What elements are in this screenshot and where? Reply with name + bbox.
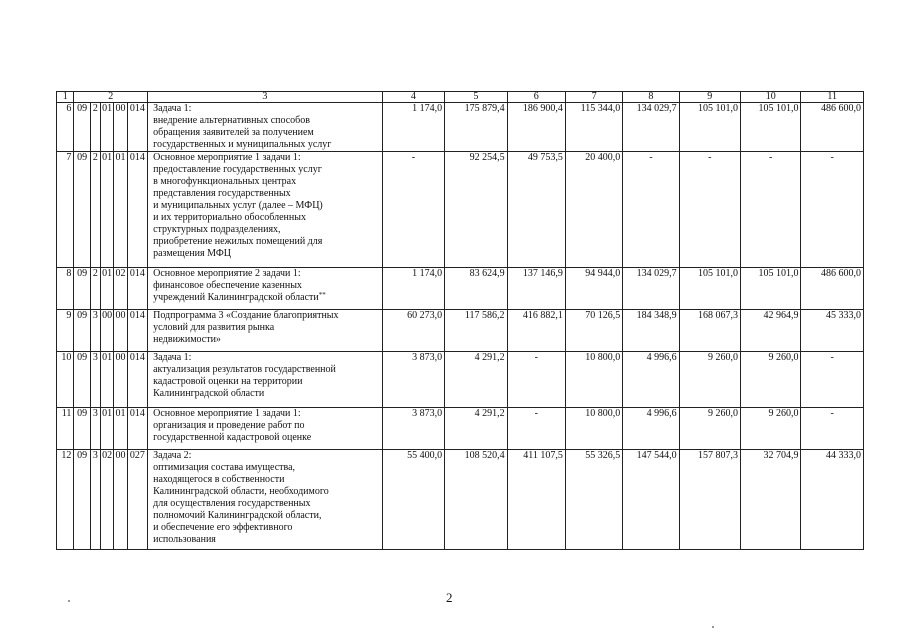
code-cell: 00 [114,310,127,352]
table-row [57,352,864,408]
code-cell: 00 [101,310,114,352]
value-cell: 70 126,5 [565,310,622,352]
value-cell: 108 520,4 [445,450,507,550]
description-line: государственных и муниципальных услуг [153,139,332,150]
value-cell: 157 807,3 [679,450,740,550]
value-cell: 92 254,5 [445,152,507,268]
code-cell: 01 [101,352,114,408]
header-cell: 2 [74,92,148,103]
code-cell: 027 [127,450,147,550]
value-cell: 32 704,9 [741,450,801,550]
value-cell: - [679,152,740,268]
code-cell: 2 [90,152,100,268]
code-cell: 3 [90,408,100,450]
description-cell [148,450,383,550]
value-cell: 9 260,0 [741,408,801,450]
code-cell: 014 [127,310,147,352]
header-row [57,92,864,103]
description-line: представления государственных [153,188,291,199]
value-cell: 134 029,7 [623,103,679,152]
value-cell: 94 944,0 [565,268,622,310]
description-line: полномочий Калининградской области, [153,510,322,521]
description-cell [148,408,383,450]
value-cell: 55 400,0 [382,450,444,550]
value-cell: 4 996,6 [623,408,679,450]
value-cell: 105 101,0 [679,268,740,310]
description-line: Основное мероприятие 2 задачи 1: [153,268,301,279]
value-cell: 3 873,0 [382,352,444,408]
value-cell: 4 291,2 [445,408,507,450]
value-cell: 115 344,0 [565,103,622,152]
value-cell: 486 600,0 [801,268,864,310]
code-cell: 01 [101,103,114,152]
value-cell: 3 873,0 [382,408,444,450]
footnote-marker: ** [318,291,326,299]
code-cell: 01 [114,152,127,268]
value-cell: 10 800,0 [565,408,622,450]
description-line: Задача 1: [153,103,192,114]
header-cell: 9 [679,92,740,103]
value-cell: 44 333,0 [801,450,864,550]
header-cell: 8 [623,92,679,103]
value-cell: - [801,152,864,268]
value-cell: 49 753,5 [507,152,565,268]
page-number: 2 [446,590,453,605]
description-line: финансовое обеспечение казенных [153,280,302,291]
header-cell: 4 [382,92,444,103]
value-cell: 42 964,9 [741,310,801,352]
description-cell [148,268,383,310]
description-line: Основное мероприятие 1 задачи 1: [153,152,301,163]
value-cell: 45 333,0 [801,310,864,352]
code-cell: 014 [127,408,147,450]
table-row [57,450,864,550]
header-cell: 5 [445,92,507,103]
description-line: и обеспечение его эффективного [153,522,293,533]
description-cell [148,103,383,152]
value-cell: 105 101,0 [741,268,801,310]
description-line: приобретение нежилых помещений для [153,236,323,247]
description-line: государственной кадастровой оценке [153,432,312,443]
code-cell: 09 [74,268,90,310]
description-line-text: учреждений Калининградской области [153,292,319,303]
value-cell: - [741,152,801,268]
code-cell: 09 [74,310,90,352]
code-cell: 014 [127,152,147,268]
row-number-cell: 12 [57,450,74,550]
value-cell: 55 326,5 [565,450,622,550]
table-row [57,268,864,310]
code-cell: 3 [90,450,100,550]
header-cell: 10 [741,92,801,103]
row-number-cell: 8 [57,268,74,310]
code-cell: 014 [127,352,147,408]
value-cell: 10 800,0 [565,352,622,408]
description-line: условий для развития рынка [153,322,275,333]
value-cell: - [623,152,679,268]
row-number-cell: 6 [57,103,74,152]
description-line [153,292,380,304]
value-cell: - [507,408,565,450]
code-cell: 00 [114,450,127,550]
description-line: структурных подразделениях, [153,224,281,235]
header-cell: 3 [148,92,383,103]
description-line: находящегося в собственности [153,474,285,485]
code-cell: 09 [74,450,90,550]
value-cell: 134 029,7 [623,268,679,310]
value-cell: 9 260,0 [741,352,801,408]
code-cell: 02 [114,268,127,310]
table-row [57,408,864,450]
row-number-cell: 9 [57,310,74,352]
value-cell: 175 879,4 [445,103,507,152]
row-number-cell: 7 [57,152,74,268]
value-cell: 137 146,9 [507,268,565,310]
description-cell [148,152,383,268]
code-cell: 00 [114,103,127,152]
header-cell: 7 [565,92,622,103]
value-cell: 9 260,0 [679,408,740,450]
description-line: и их территориально обособленных [153,212,306,223]
description-line: предоставление государственных услуг [153,164,322,175]
value-cell: 1 174,0 [382,103,444,152]
value-cell: - [382,152,444,268]
value-cell: 105 101,0 [679,103,740,152]
description-line: Калининградской области, необходимого [153,486,329,497]
value-cell: 105 101,0 [741,103,801,152]
description-line: Задача 1: [153,352,192,363]
table-row [57,152,864,268]
budget-table [56,91,864,550]
table-row [57,310,864,352]
description-cell [148,352,383,408]
value-cell: 4 291,2 [445,352,507,408]
description-line: для осуществления государственных [153,498,311,509]
description-line: и муниципальных услуг (далее – МФЦ) [153,200,323,211]
header-cell: 11 [801,92,864,103]
value-cell: - [507,352,565,408]
value-cell: - [801,352,864,408]
description-line: Задача 2: [153,450,192,461]
code-cell: 3 [90,310,100,352]
description-line: оптимизация состава имущества, [153,462,296,473]
value-cell: 411 107,5 [507,450,565,550]
code-cell: 02 [101,450,114,550]
code-cell: 09 [74,152,90,268]
value-cell: 117 586,2 [445,310,507,352]
description-line: Основное мероприятие 1 задачи 1: [153,408,301,419]
value-cell: 184 348,9 [623,310,679,352]
scan-speck [712,626,714,628]
code-cell: 2 [90,268,100,310]
code-cell: 3 [90,352,100,408]
header-cell: 1 [57,92,74,103]
description-line: в многофункциональных центрах [153,176,297,187]
description-line: Подпрограмма 3 «Создание благоприятных [153,310,339,321]
code-cell: 09 [74,352,90,408]
value-cell: 168 067,3 [679,310,740,352]
table-body [57,92,864,550]
code-cell: 014 [127,103,147,152]
table-row [57,103,864,152]
scan-speck [68,600,70,602]
value-cell: 83 624,9 [445,268,507,310]
value-cell: 416 882,1 [507,310,565,352]
description-line: размещения МФЦ [153,248,231,259]
description-line: кадастровой оценки на территории [153,376,303,387]
description-line: организация и проведение работ по [153,420,305,431]
row-number-cell: 11 [57,408,74,450]
value-cell: - [801,408,864,450]
description-cell [148,310,383,352]
value-cell: 486 600,0 [801,103,864,152]
value-cell: 20 400,0 [565,152,622,268]
description-line: внедрение альтернативных способов [153,115,310,126]
description-line: использования [153,534,216,545]
value-cell: 4 996,6 [623,352,679,408]
value-cell: 60 273,0 [382,310,444,352]
header-cell: 6 [507,92,565,103]
description-line: обращения заявителей за получением [153,127,314,138]
code-cell: 2 [90,103,100,152]
row-number-cell: 10 [57,352,74,408]
description-line: недвижимости» [153,334,221,345]
code-cell: 09 [74,103,90,152]
description-line: актуализация результатов государственной [153,364,336,375]
value-cell: 186 900,4 [507,103,565,152]
code-cell: 00 [114,352,127,408]
code-cell: 09 [74,408,90,450]
code-cell: 01 [101,408,114,450]
code-cell: 014 [127,268,147,310]
value-cell: 1 174,0 [382,268,444,310]
value-cell: 147 544,0 [623,450,679,550]
code-cell: 01 [101,152,114,268]
description-line: Калининградской области [153,388,265,399]
code-cell: 01 [114,408,127,450]
value-cell: 9 260,0 [679,352,740,408]
code-cell: 01 [101,268,114,310]
